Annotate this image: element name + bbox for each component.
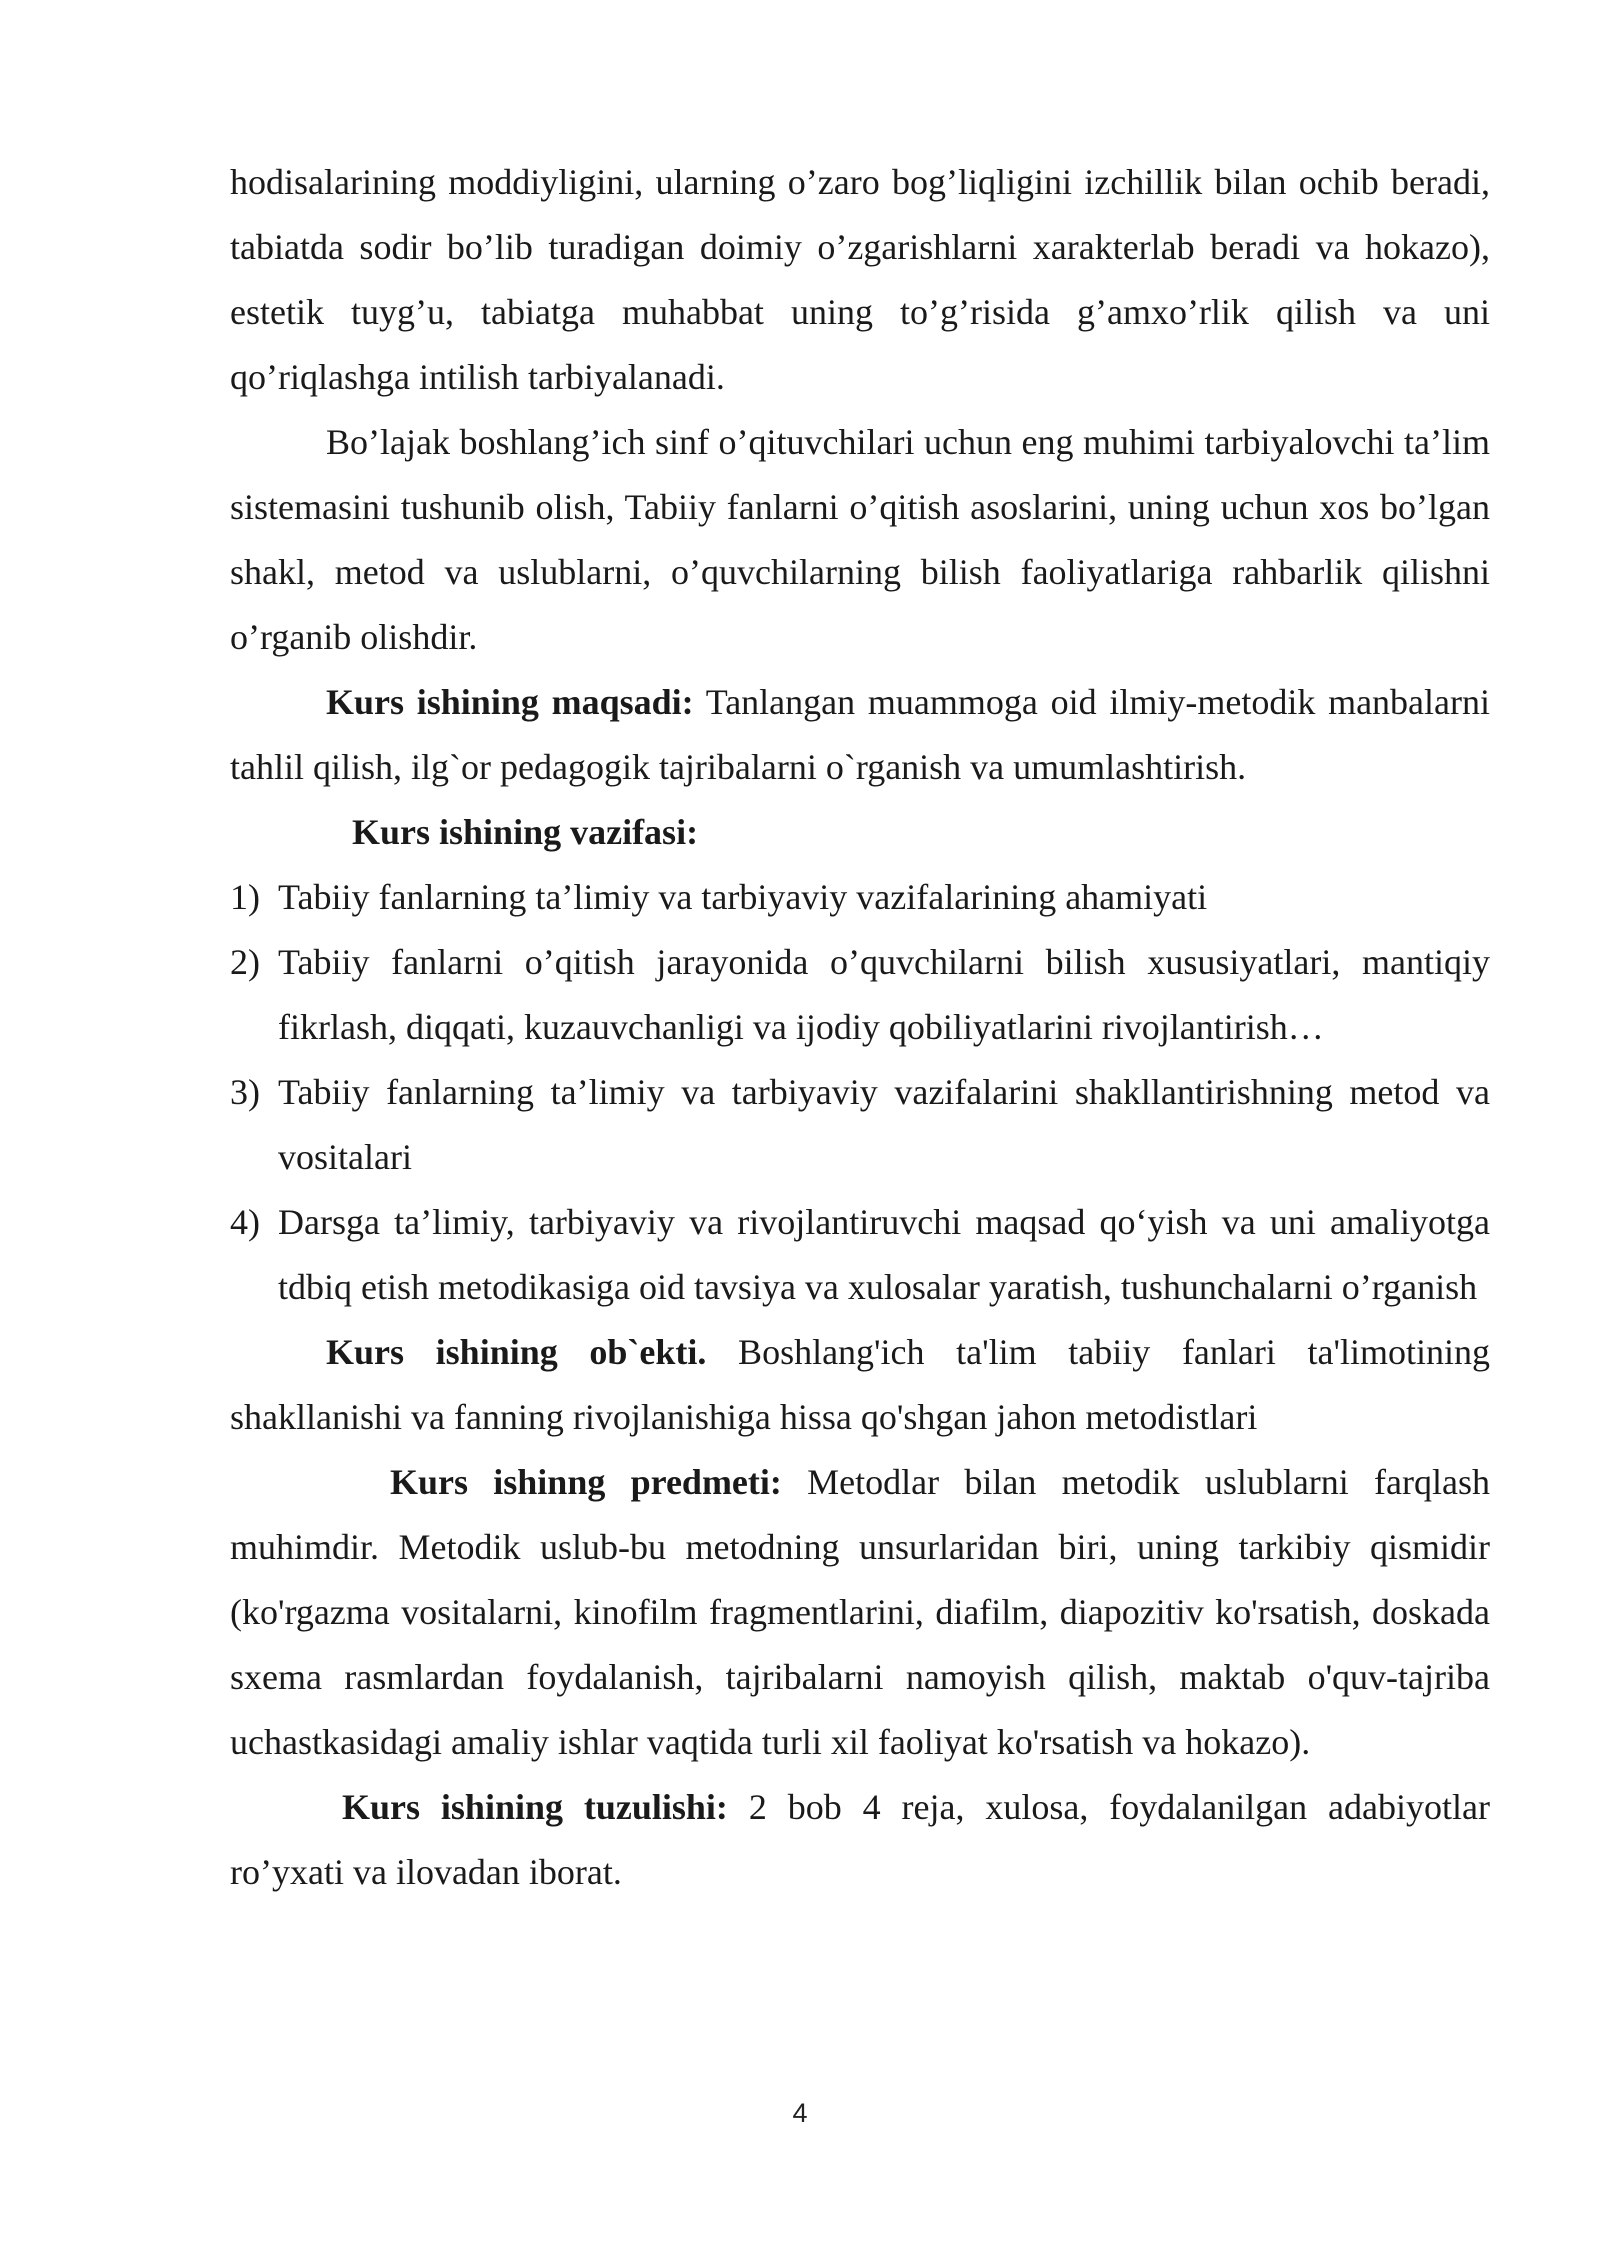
list-item-number: 2)	[230, 942, 260, 982]
paragraph-subject	[230, 1450, 1490, 1775]
list-item-number: 4)	[230, 1202, 260, 1242]
list-item	[230, 1190, 1490, 1320]
object-text: Boshlang'ich ta'lim tabiiy fanlari ta'limotining shakllanishi va fanning rivojlanishiga hissa qo'shgan jahon metodistlari	[230, 1332, 1491, 1437]
tasks-list	[230, 865, 1490, 1320]
object-label: Kurs ishining ob`ekti.	[326, 1332, 707, 1372]
tasks-heading: Kurs ishining vazifasi:	[352, 812, 699, 852]
list-item-text: Tabiiy fanlarni o’qitish jarayonida o’quvchilarni bilish xususiyatlari, mantiqiy fikrlash, diqqati, kuzauvchanligi va ijodiy qobiliyatlarini rivojlantirish…	[278, 942, 1490, 1047]
list-item	[230, 930, 1490, 1060]
goal-label: Kurs ishining maqsadi:	[326, 682, 694, 722]
subject-text: Metodlar bilan metodik uslublarni farqlash muhimdir. Metodik uslub-bu metodning unsurlaridan biri, uning tarkibiy qismidir (ko'rgazma vositalarni, kinofilm fragmentlarini, diafilm, diapozitiv ko'rsatish, doskada sxema rasmlardan foydalanish, tajribalarni namoyish qilish, maktab o'quv-tajriba uchastkasidagi amaliy ishlar vaqtida turli xil faoliyat ko'rsatish va hokazo).	[230, 1462, 1490, 1762]
page-number: 4	[792, 2098, 808, 2128]
paragraph-intro-continuation: hodisalarining moddiyligini, ularning o’zaro bog’liqligini izchillik bilan ochib beradi, tabiatda sodir bo’lib turadigan doimiy o’zgarishlarni xarakterlab beradi va hokazo), estetik tuyg’u, tabiatga muhabbat uning to’g’risida g’amxo’rlik qilish va uni qo’riqlashga intilish tarbiyalanadi.	[230, 162, 1490, 397]
list-item-number: 3)	[230, 1072, 260, 1112]
structure-label: Kurs ishining tuzulishi:	[342, 1787, 728, 1827]
list-item	[230, 1060, 1490, 1190]
list-item-text: Tabiiy fanlarning ta’limiy va tarbiyaviy vazifalarining ahamiyati	[278, 877, 1208, 917]
paragraph-goal	[230, 670, 1490, 800]
paragraph-object	[230, 1320, 1490, 1450]
list-item-number: 1)	[230, 877, 260, 917]
paragraph-structure	[230, 1775, 1490, 1905]
list-item-text: Tabiiy fanlarning ta’limiy va tarbiyaviy vazifalarini shakllantirishning metod va vositalari	[278, 1072, 1490, 1177]
structure-text: 2 bob 4 reja, xulosa, foydalanilgan adabiyotlar ro’yxati va ilovadan iborat.	[230, 1787, 1490, 1892]
document-page	[230, 150, 1490, 1905]
subject-label: Kurs ishinng predmeti:	[390, 1462, 782, 1502]
paragraph-future-teachers: Bo’lajak boshlang’ich sinf o’qituvchilari uchun eng muhimi tarbiyalovchi ta’lim sistemasini tushunib olish, Tabiiy fanlarni o’qitish asoslarini, uning uchun xos bo’lgan shakl, metod va uslublarni, o’quvchilarning bilish faoliyatlariga rahbarlik qilishni o’rganib olishdir.	[230, 422, 1490, 657]
list-item-text: Darsga ta’limiy, tarbiyaviy va rivojlantiruvchi maqsad qo‘yish va uni amaliyotga tdbiq etish metodikasiga oid tavsiya va xulosalar yaratish, tushunchalarni o’rganish	[278, 1202, 1490, 1307]
goal-text: Tanlangan muammoga oid ilmiy-metodik manbalarni tahlil qilish, ilg`or pedagogik tajribalarni o`rganish va umumlashtirish.	[230, 682, 1491, 787]
list-item	[230, 865, 1490, 930]
